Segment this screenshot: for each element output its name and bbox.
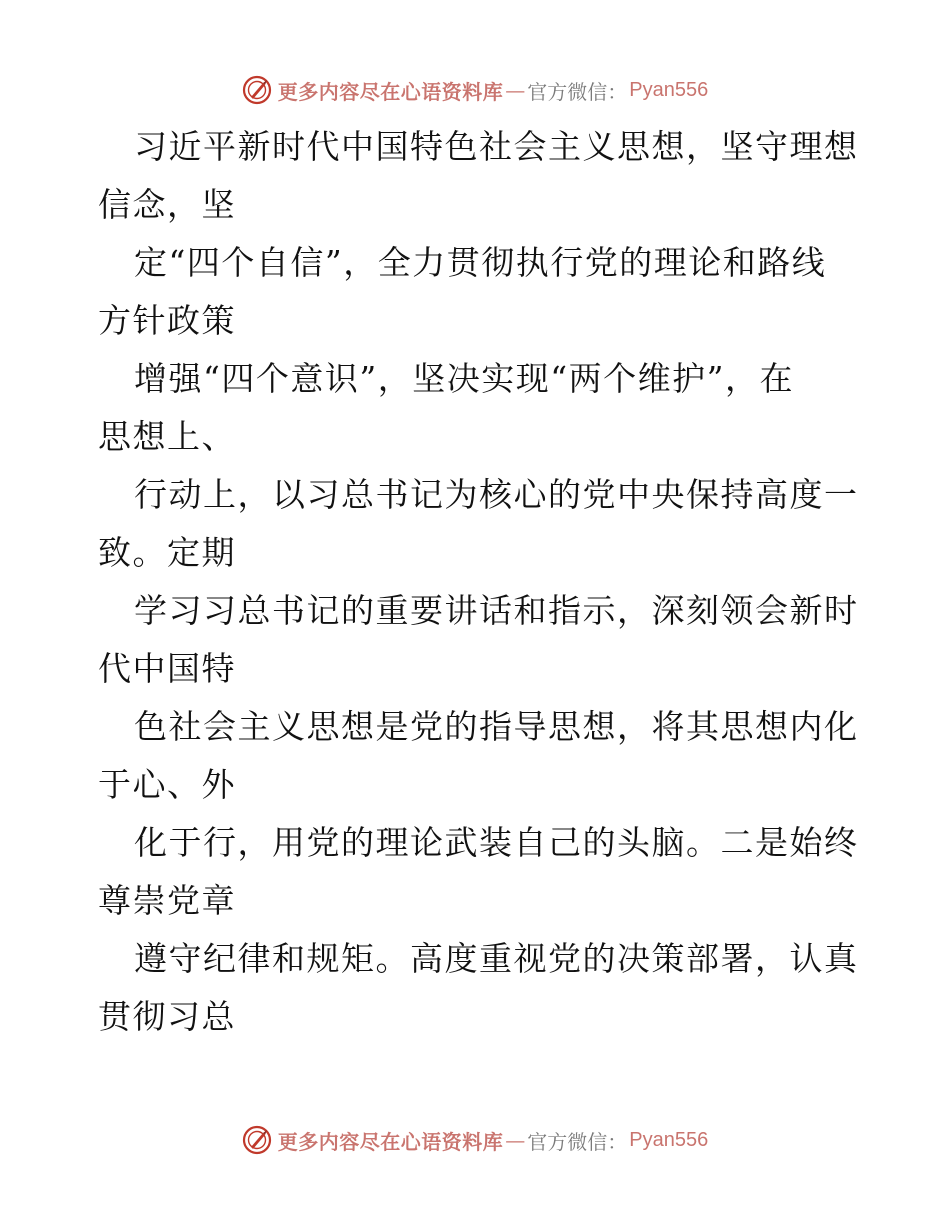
footer-banner <box>0 1120 950 1160</box>
paragraph-line: 于心、外 <box>98 765 236 804</box>
paragraph <box>98 582 858 698</box>
paragraph <box>98 466 858 582</box>
paragraph-line: 习近平新时代中国特色社会主义思想，坚守理想 <box>134 127 859 166</box>
paragraph-line: 方针政策 <box>98 301 236 340</box>
header-banner-wechat-id: Pyan556 <box>629 78 709 101</box>
paragraph-line: 定“四个自信”，全力贯彻执行党的理论和路线 <box>134 243 827 282</box>
quill-logo-icon <box>242 75 272 105</box>
paragraph <box>98 698 858 814</box>
footer-banner-dash: — <box>505 1128 526 1152</box>
header-banner <box>0 70 950 110</box>
document-body <box>98 118 858 1046</box>
paragraph <box>98 118 858 234</box>
paragraph-line: 行动上，以习总书记为核心的党中央保持高度一 <box>134 475 859 514</box>
header-banner-label: 官方微信： <box>527 79 628 104</box>
header-banner-title: 更多内容尽在心语资料库 <box>277 79 504 104</box>
header-banner-dash: — <box>505 78 526 102</box>
paragraph-line: 增强“四个意识”，坚决实现“两个维护”，在 <box>134 359 794 398</box>
paragraph <box>98 234 858 350</box>
paragraph-line: 色社会主义思想是党的指导思想，将其思想内化 <box>134 707 859 746</box>
footer-banner-label: 官方微信： <box>527 1129 628 1154</box>
paragraph <box>98 350 858 466</box>
paragraph <box>98 930 858 1046</box>
paragraph-line: 贯彻习总 <box>98 997 236 1036</box>
paragraph-line: 致。定期 <box>98 533 236 572</box>
quill-logo-icon <box>242 1125 272 1155</box>
paragraph-line: 遵守纪律和规矩。高度重视党的决策部署，认真 <box>134 939 859 978</box>
footer-banner-title: 更多内容尽在心语资料库 <box>277 1129 504 1154</box>
paragraph-line: 代中国特 <box>98 649 236 688</box>
footer-banner-wechat-id: Pyan556 <box>629 1128 709 1151</box>
paragraph-line: 尊崇党章 <box>98 881 236 920</box>
paragraph-line: 学习习总书记的重要讲话和指示，深刻领会新时 <box>134 591 859 630</box>
paragraph <box>98 814 858 930</box>
paragraph-line: 思想上、 <box>98 417 236 456</box>
paragraph-line: 化于行，用党的理论武装自己的头脑。二是始终 <box>134 823 859 862</box>
paragraph-line: 信念，坚 <box>98 185 236 224</box>
